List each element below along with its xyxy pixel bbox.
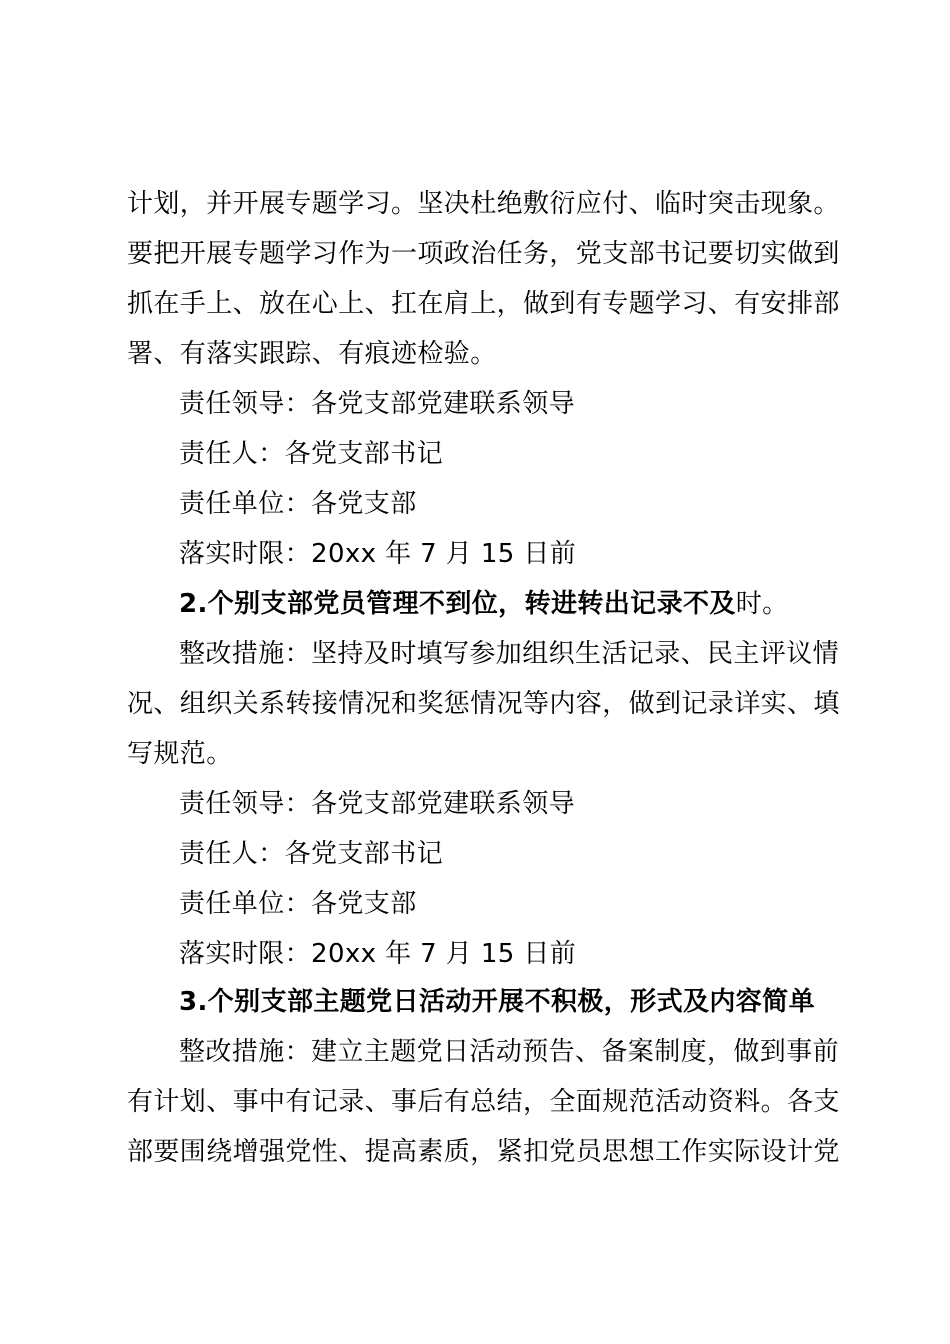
deadline-line: 落实时限：20xx 年 7 月 15 日前: [179, 939, 577, 969]
responsible-person-line: 责任人：各党支部书记: [179, 439, 444, 469]
body-line: 抓在手上、放在心上、扛在肩上，做到有专题学习、有安排部: [127, 289, 840, 319]
body-line: 要把开展专题学习作为一项政治任务，党支部书记要切实做到: [127, 239, 840, 269]
measure-line: 整改措施：坚持及时填写参加组织生活记录、民主评议情: [179, 639, 840, 669]
deadline-line: 落实时限：20xx 年 7 月 15 日前: [179, 539, 577, 569]
responsible-unit-line: 责任单位：各党支部: [179, 889, 417, 919]
responsible-leader-line: 责任领导：各党支部党建联系领导: [179, 389, 576, 419]
section-heading-2-tail: 时。: [735, 589, 789, 619]
body-line: 况、组织关系转接情况和奖惩情况等内容，做到记录详实、填: [127, 689, 840, 719]
section-heading-2-bold: 2.个别支部党员管理不到位，转进转出记录不及: [179, 589, 736, 619]
body-line: 部要围绕增强党性、提高素质，紧扣党员思想工作实际设计党: [127, 1137, 840, 1167]
body-line: 有计划、事中有记录、事后有总结，全面规范活动资料。各支: [127, 1087, 840, 1117]
responsible-person-line: 责任人：各党支部书记: [179, 839, 444, 869]
body-line: 计划，并开展专题学习。坚决杜绝敷衍应付、临时突击现象。: [127, 189, 840, 219]
measure-line: 整改措施：建立主题党日活动预告、备案制度，做到事前: [179, 1037, 840, 1067]
body-line: 写规范。: [127, 739, 233, 769]
responsible-leader-line: 责任领导：各党支部党建联系领导: [179, 789, 576, 819]
body-line: 署、有落实跟踪、有痕迹检验。: [127, 339, 497, 369]
section-heading-2: [179, 588, 832, 620]
section-heading-3: 3.个别支部主题党日活动开展不积极，形式及内容简单: [179, 987, 815, 1017]
responsible-unit-line: 责任单位：各党支部: [179, 489, 417, 519]
